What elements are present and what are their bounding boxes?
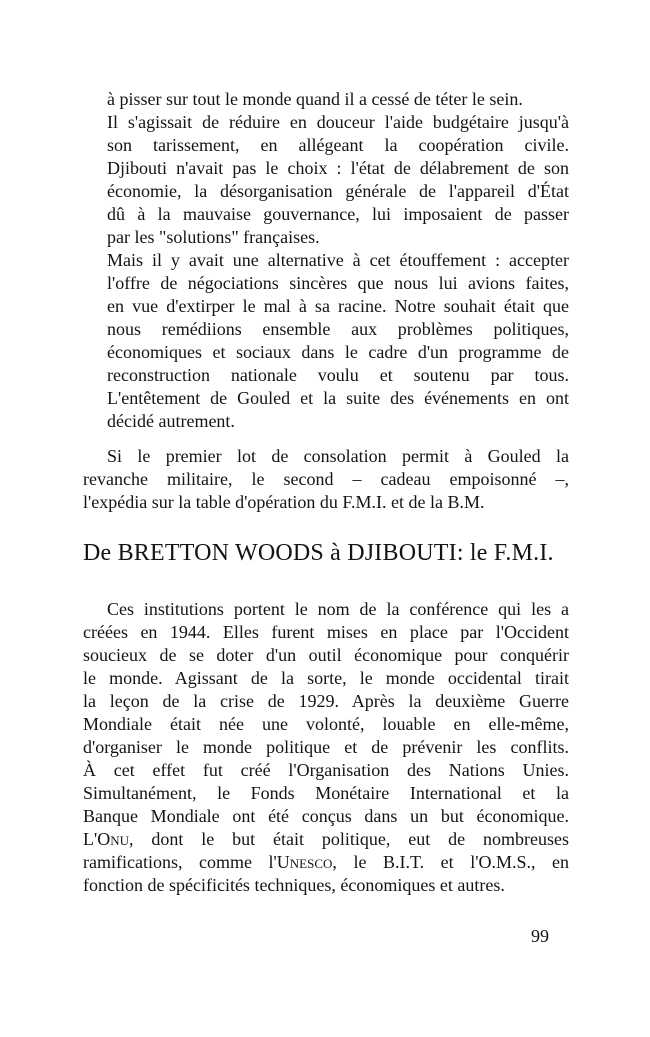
text-line: L'entêtement de Gouled et la suite des événements en ont [107,388,569,408]
text-line [83,851,569,874]
text-line: en vue d'extirper le mal à sa racine. Notre souhait était que [107,296,569,316]
section-heading: De BRETTON WOODS à DJIBOUTI: le F.M.I. [83,540,554,566]
text-line: d'organiser le monde politique et de prévenir les conflits. [83,737,569,757]
text-line: son tarissement, en allégeant la coopération civile. [107,135,569,155]
text-line: économie, la désorganisation générale de l'appareil d'État [107,181,569,201]
text-line: Si le premier lot de consolation permit à Gouled la [107,446,569,466]
text-line: à pisser sur tout le monde quand il a cessé de téter le sein. [107,89,523,109]
paragraph-3 [83,445,569,514]
page-number: 99 [531,926,549,946]
text-line [83,828,569,851]
text-line: Mondiale était née une volonté, louable en elle-même, [83,714,569,734]
text-line: revanche militaire, le second – cadeau empoisonné –, [83,469,569,489]
text-line: reconstruction nationale voulu et soutenu par tous. [107,365,569,385]
text-fragment: L' [83,829,98,849]
text-line: dû à la mauvaise gouvernance, lui imposaient de passer [107,204,569,224]
text-line: soucieux de se doter d'un outil économique pour conquérir [83,645,569,665]
text-line: Banque Mondiale ont été conçus dans un but économique. [83,806,569,826]
text-line: fonction de spécificités techniques, économiques et autres. [83,875,505,895]
text-line: À cet effet fut créé l'Organisation des Nations Unies. [83,760,569,780]
text-line: le monde. Agissant de la sorte, le monde occidental tirait [83,668,569,688]
text-line: économiques et sociaux dans le cadre d'un programme de [107,342,569,362]
text-fragment: , le B.I.T. et l'O.M.S., en [332,852,569,872]
text-line: l'offre de négociations sincères que nous lui avions faites, [107,273,569,293]
text-line: l'expédia sur la table d'opération du F.M.I. et de la B.M. [83,492,485,512]
text-line: Il s'agissait de réduire en douceur l'aide budgétaire jusqu'à [107,112,569,132]
paragraph-4 [83,598,569,897]
text-fragment: , dont le but était politique, eut de nombreuses [129,829,569,849]
page-body [83,88,569,897]
paragraph-1 [83,88,569,249]
text-line: décidé autrement. [107,411,235,431]
paragraph-2 [83,249,569,433]
text-line: créées en 1944. Elles furent mises en place par l'Occident [83,622,569,642]
acronym-onu: Onu [97,829,130,849]
text-line: la leçon de la crise de 1929. Après la deuxième Guerre [83,691,569,711]
text-line: Simultanément, le Fonds Monétaire International et la [83,783,569,803]
text-line: Ces institutions portent le nom de la conférence qui les a [107,599,569,619]
text-line: nous remédiions ensemble aux problèmes politiques, [107,319,569,339]
text-line: Mais il y avait une alternative à cet étouffement : accepter [107,250,569,270]
acronym-unesco: Unesco [276,852,333,872]
text-line: Djibouti n'avait pas le choix : l'état de délabrement de son [107,158,569,178]
text-fragment: ramifications, comme l' [83,852,277,872]
text-line: par les "solutions" françaises. [107,227,320,247]
